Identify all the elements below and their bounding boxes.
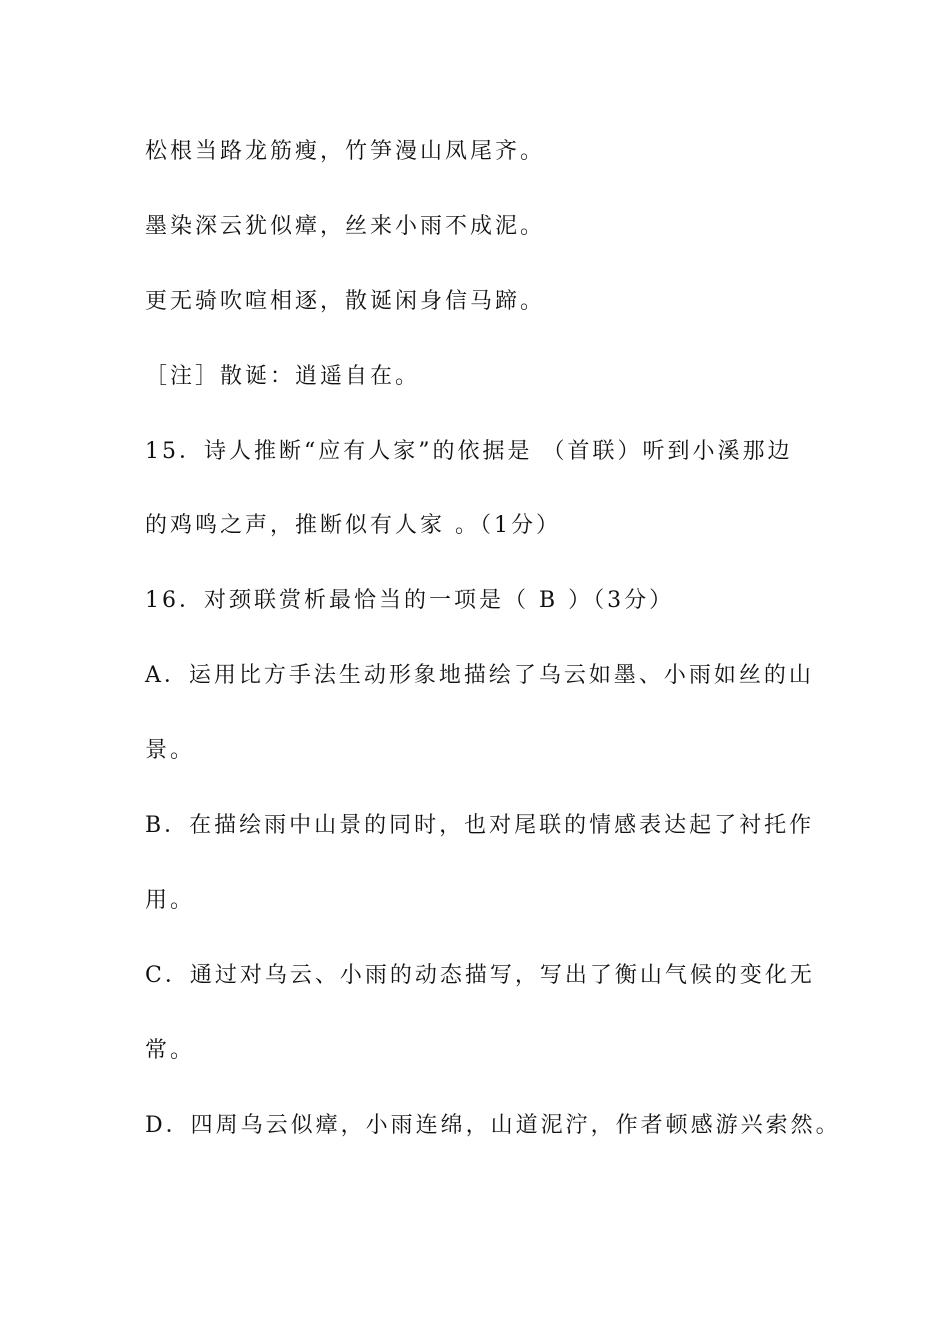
poem-line-2: 墨染深云犹似瘴，丝来小雨不成泥。 — [145, 214, 546, 239]
poem-line-3: 更无骑吹喧相逐，散诞闲身信马蹄。 — [145, 289, 546, 314]
option-d: D．四周乌云似瘴，小雨连绵，山道泥泞，作者顿感游兴索然。 — [145, 1113, 841, 1138]
question-15-line-1: 15．诗人推断“应有人家”的依据是 （首联）听到小溪那边 — [145, 439, 793, 464]
poem-note: ［注］散诞：逍遥自在。 — [145, 364, 421, 389]
question-16-stem: 16．对颈联赏析最恰当的一项是（ B ）（3分） — [145, 588, 675, 613]
option-a-line-2: 景。 — [145, 738, 196, 763]
option-a-line-1: A．运用比方手法生动形象地描绘了乌云如墨、小雨如丝的山 — [145, 663, 814, 688]
option-b-line-1: B．在描绘雨中山景的同时，也对尾联的情感表达起了衬托作 — [145, 813, 815, 838]
option-c-line-2: 常。 — [145, 1038, 196, 1063]
question-15-line-2: 的鸡鸣之声，推断似有人家 。（1分） — [145, 513, 561, 538]
option-c-line-1: C．通过对乌云、小雨的动态描写，写出了衡山气候的变化无 — [145, 963, 815, 988]
option-b-line-2: 用。 — [145, 888, 196, 913]
poem-line-1: 松根当路龙筋瘦，竹笋漫山凤尾齐。 — [145, 139, 546, 164]
